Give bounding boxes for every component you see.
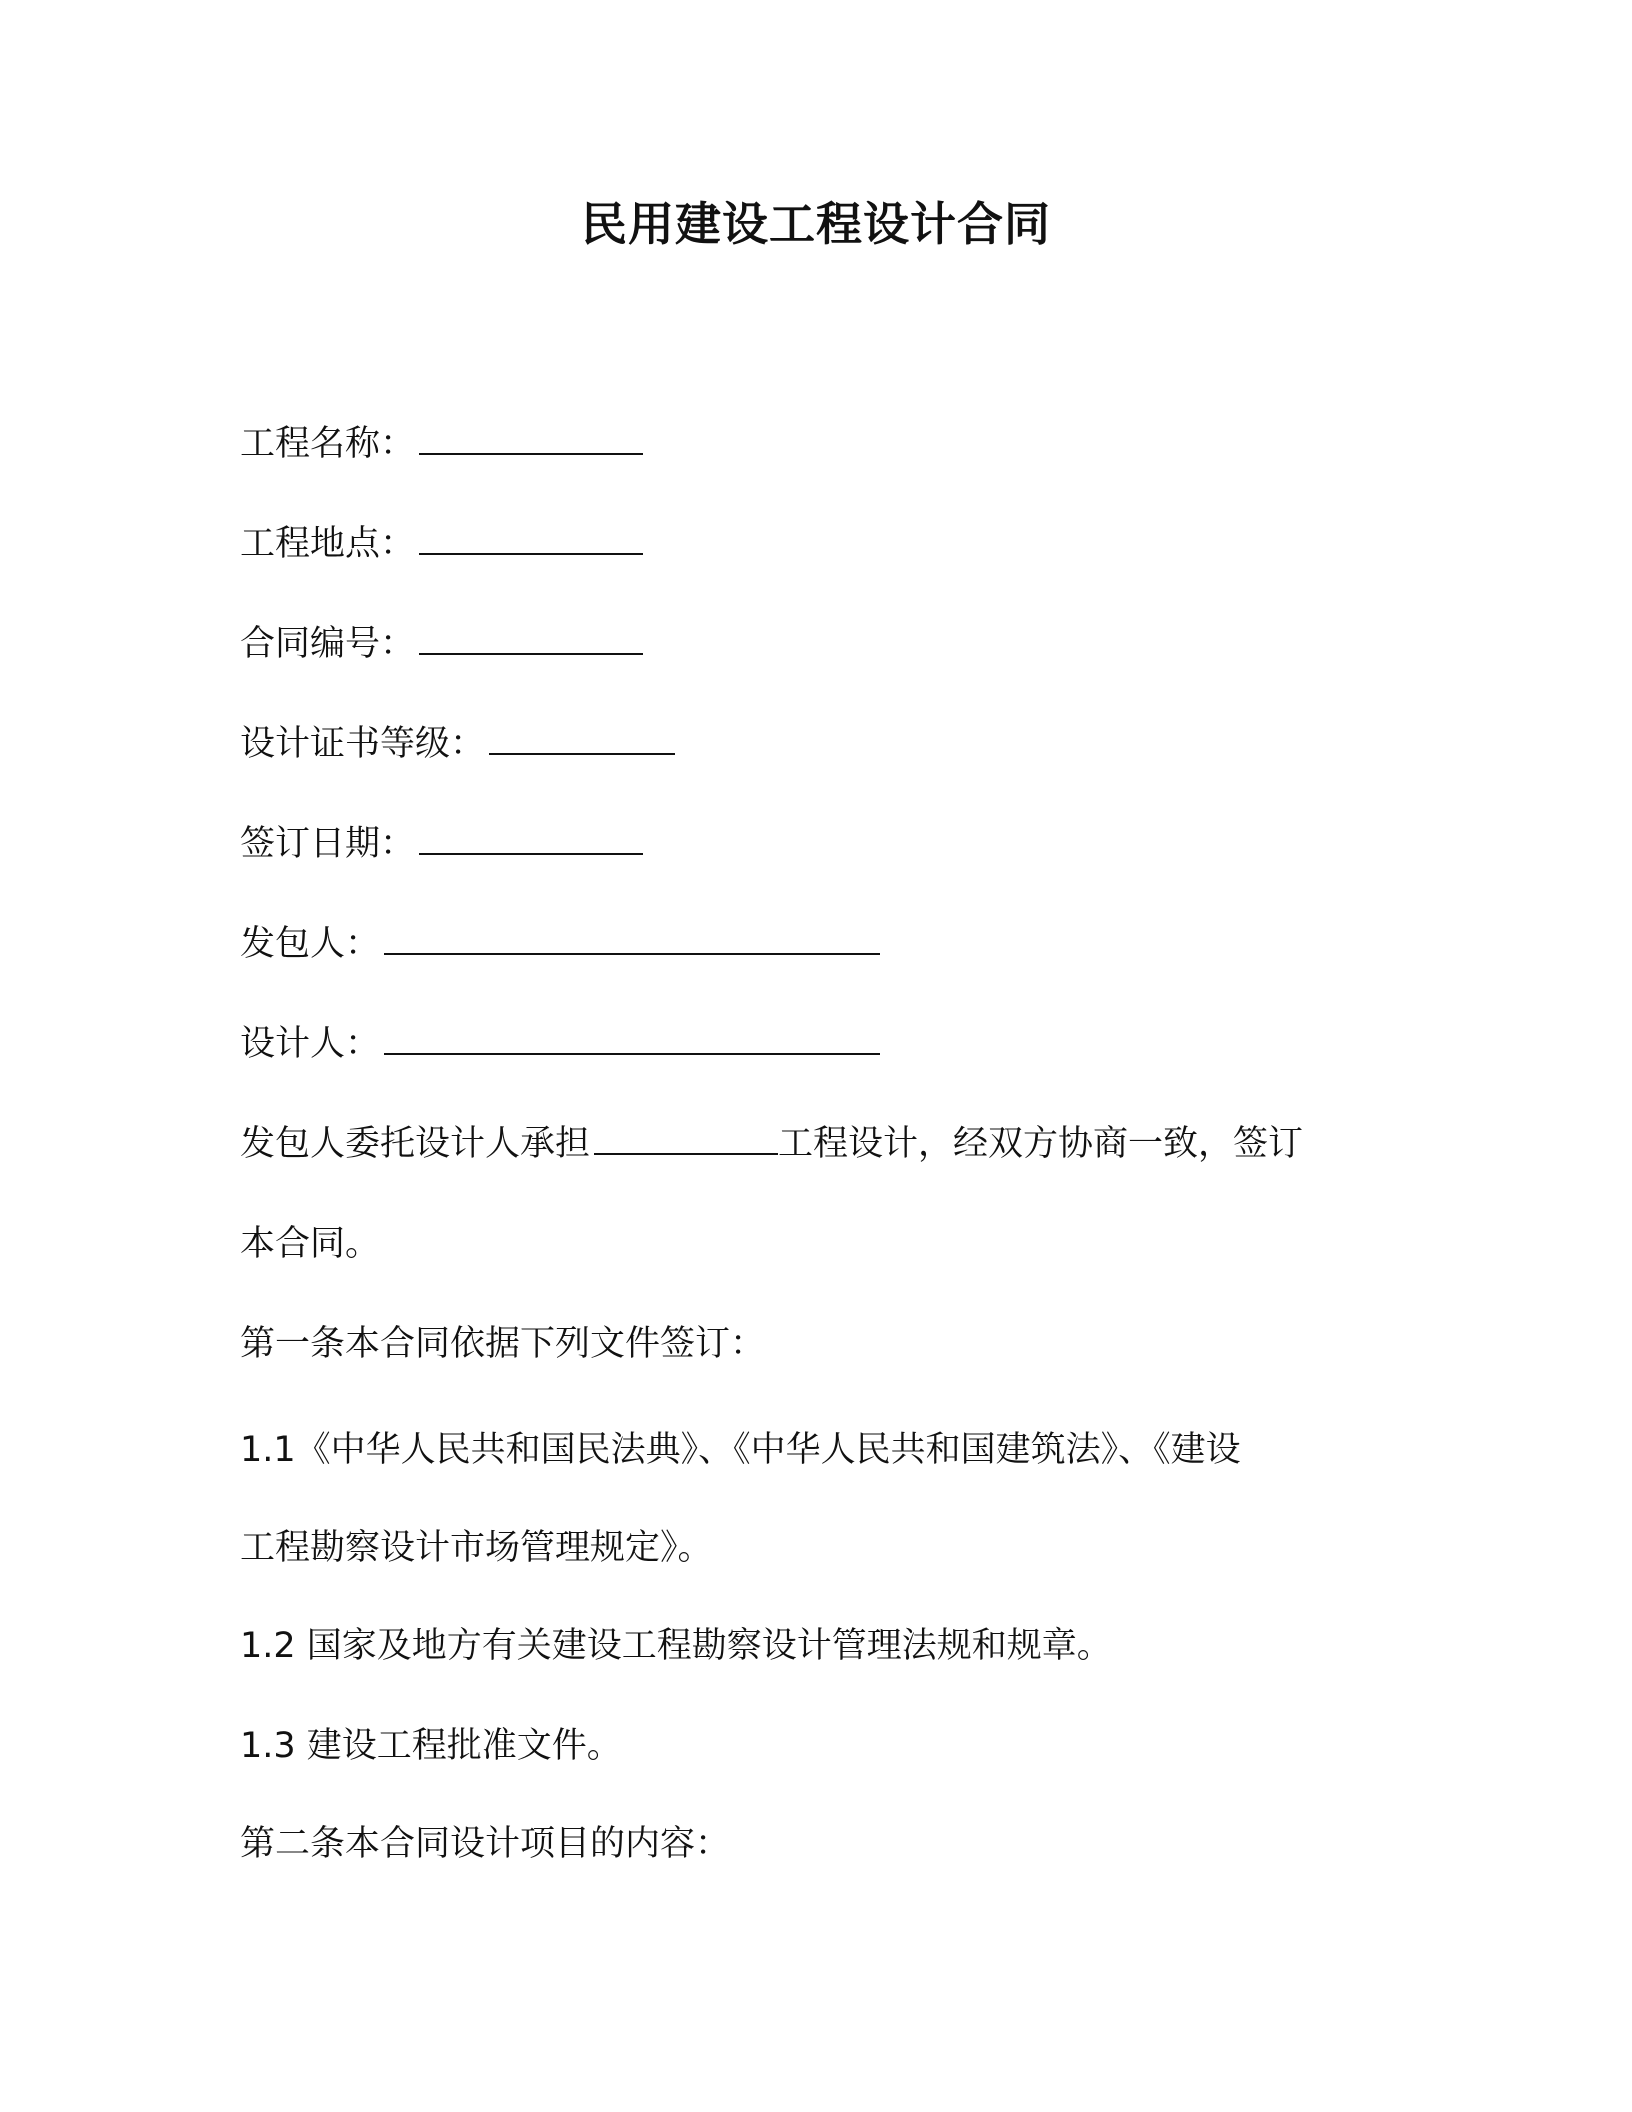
intro-text-part2: 工程设计，经双方协商一致，签订	[778, 1124, 1304, 1164]
contract-number-blank[interactable]	[419, 627, 643, 655]
article-2-heading: 第二条本合同设计项目的内容：	[240, 1824, 731, 1864]
field-project-location	[240, 518, 643, 570]
designer-blank[interactable]	[384, 1027, 880, 1055]
field-label: 设计人：	[240, 1024, 381, 1064]
intro-text-part1: 发包人委托设计人承担	[240, 1124, 591, 1164]
article-1-item-3: 1.3 建设工程批准文件。	[240, 1726, 622, 1766]
article-1-heading: 第一条本合同依据下列文件签订：	[240, 1324, 766, 1364]
field-project-name	[240, 418, 643, 470]
intro-line-1	[240, 1118, 1303, 1170]
project-location-blank[interactable]	[419, 527, 643, 555]
field-label: 合同编号：	[240, 624, 416, 664]
field-label: 签订日期：	[240, 824, 416, 864]
field-certificate-grade	[240, 718, 675, 770]
field-signing-date	[240, 818, 643, 870]
field-employer	[240, 918, 880, 970]
field-label: 工程名称：	[240, 424, 416, 464]
article-1-item-2: 1.2 国家及地方有关建设工程勘察设计管理法规和规章。	[240, 1626, 1112, 1666]
certificate-grade-blank[interactable]	[489, 727, 675, 755]
project-scope-blank[interactable]	[594, 1127, 778, 1155]
intro-line-2: 本合同。	[240, 1224, 381, 1264]
field-label: 发包人：	[240, 924, 381, 964]
signing-date-blank[interactable]	[419, 827, 643, 855]
field-designer	[240, 1018, 880, 1070]
field-contract-number	[240, 618, 643, 670]
field-label: 工程地点：	[240, 524, 416, 564]
project-name-blank[interactable]	[419, 427, 643, 455]
article-1-item-1-line-1: 1.1《中华人民共和国民法典》、《中华人民共和国建筑法》、《建设	[240, 1430, 1241, 1470]
article-1-item-1-line-2: 工程勘察设计市场管理规定》。	[240, 1528, 713, 1568]
field-label: 设计证书等级：	[240, 724, 486, 764]
employer-blank[interactable]	[384, 927, 880, 955]
document-title: 民用建设工程设计合同	[581, 197, 1051, 251]
